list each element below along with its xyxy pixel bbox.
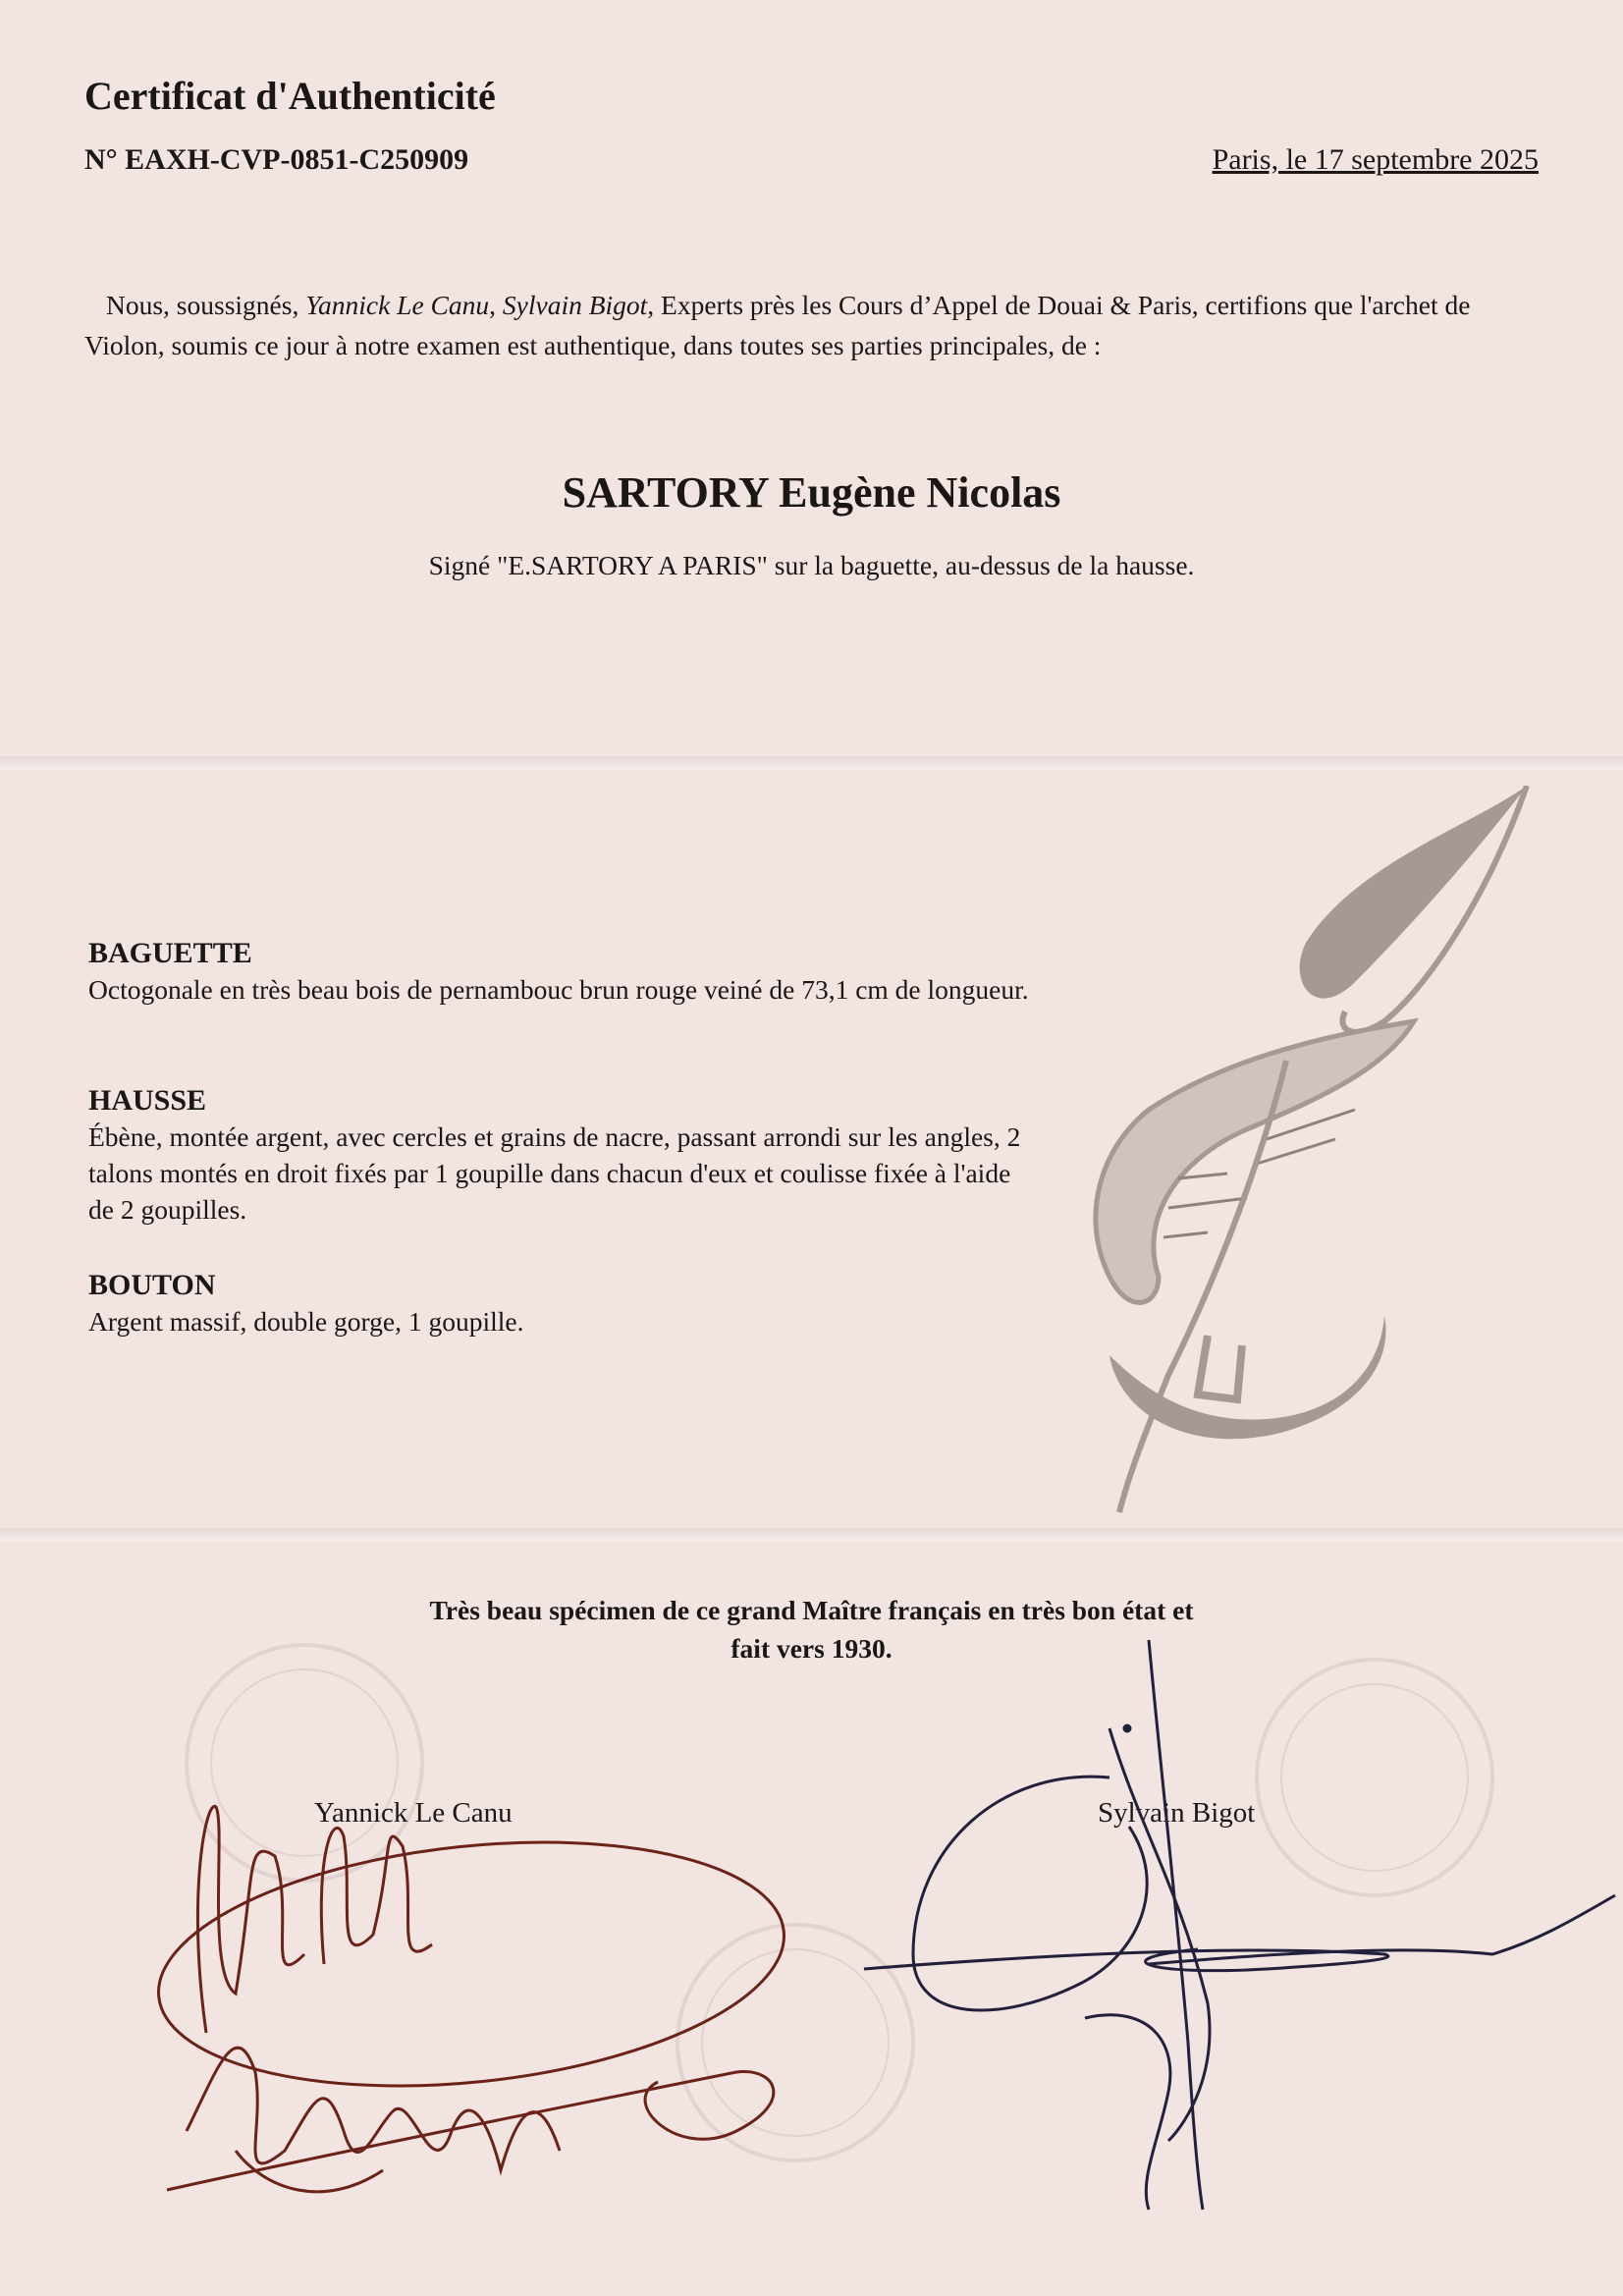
intro-paragraph bbox=[84, 285, 1498, 365]
signer-name-left: Yannick Le Canu bbox=[314, 1797, 513, 1829]
signer-name-right: Sylvain Bigot bbox=[1098, 1797, 1256, 1829]
certificate-date: Paris, le 17 septembre 2025 bbox=[1212, 143, 1539, 176]
section-heading: HAUSSE bbox=[88, 1084, 207, 1117]
emblem-logo bbox=[1060, 786, 1551, 1522]
conclusion-line-2: fait vers 1930. bbox=[730, 1633, 893, 1664]
maker-signature-note: Signé "E.SARTORY A PARIS" sur la baguette, au-dessus de la hausse. bbox=[428, 550, 1195, 580]
section-text: Ébène, montée argent, avec cercles et grains de nacre, passant arrondi sur les angles, 2 talons montés en droit fixés par 1 goupille dans chacun d'eux et coulisse fixée à l'aide de 2 goupilles. bbox=[88, 1121, 1021, 1225]
section-text: Argent massif, double gorge, 1 goupille. bbox=[88, 1306, 524, 1337]
signature-left bbox=[147, 1777, 835, 2219]
expert-name-1: Yannick Le Canu bbox=[305, 290, 490, 320]
paper-fold-top bbox=[0, 756, 1623, 770]
section-heading: BOUTON bbox=[88, 1269, 216, 1301]
maker-name: SARTORY Eugène Nicolas bbox=[562, 468, 1061, 517]
section-text: Octogonale en très beau bois de pernambouc brun rouge veiné de 73,1 cm de longueur. bbox=[88, 974, 1029, 1005]
paper-fold-bottom bbox=[0, 1528, 1623, 1542]
expert-name-2: Sylvain Bigot bbox=[502, 290, 648, 320]
certificate-number: N° EAXH-CVP-0851-C250909 bbox=[84, 143, 469, 176]
section-hausse bbox=[88, 1082, 1031, 1228]
section-baguette bbox=[88, 935, 1031, 1008]
intro-text-after: , Experts près les Cours d’Appel de Douai & Paris, certifions que l'archet de Violon, soumis ce jour à notre examen est authentique, dans toutes ses parties principales, de : bbox=[84, 290, 1471, 360]
section-heading: BAGUETTE bbox=[88, 937, 252, 969]
conclusion-line-1: Très beau spécimen de ce grand Maître français en très bon état et bbox=[429, 1595, 1194, 1625]
certificate-title: Certificat d'Authenticité bbox=[84, 74, 496, 118]
section-bouton bbox=[88, 1267, 1031, 1339]
intro-separator: , bbox=[489, 290, 503, 320]
intro-text-before: Nous, soussignés, bbox=[106, 290, 306, 320]
signature-right bbox=[854, 1630, 1620, 2219]
